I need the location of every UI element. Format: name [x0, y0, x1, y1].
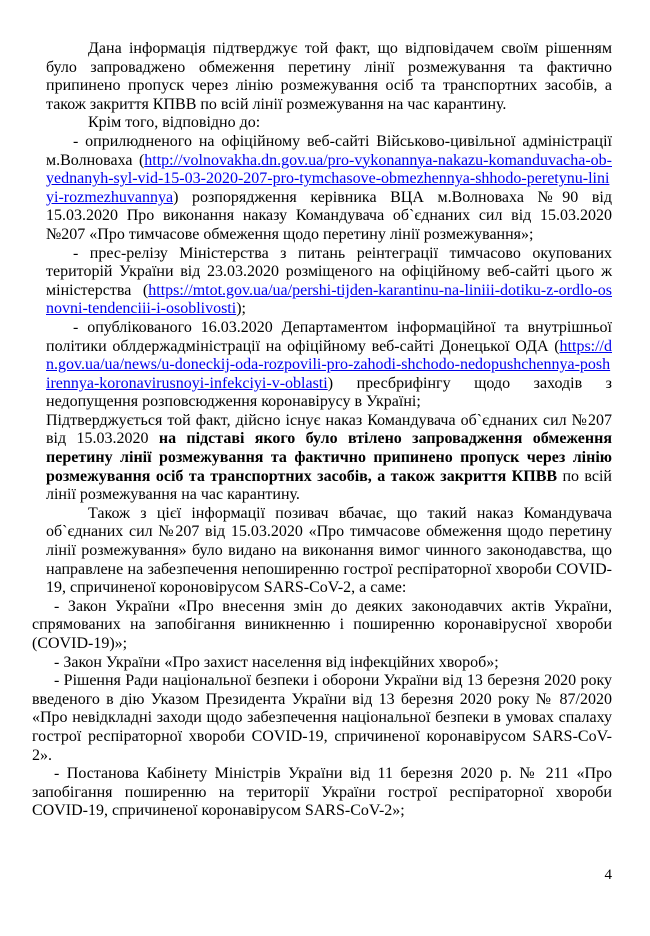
paragraph — [46, 133, 612, 245]
paragraph — [46, 245, 612, 319]
paragraph — [46, 412, 612, 505]
paragraph — [32, 765, 612, 821]
text-run: - Постанова Кабінету Міністрів України від 11 березня 2020 р. № 211 «Про запобігання поширенню на території України гострої респіраторної хвороби COVID-19, спричиненої коронавірусом SARS-CoV-2»; — [32, 765, 612, 820]
paragraph — [32, 598, 612, 654]
paragraph — [46, 319, 612, 412]
paragraph — [46, 40, 612, 114]
paragraph — [46, 114, 612, 133]
text-run: Підтверджується той факт, дійсно існує наказ Командувача об`єднаних сил №207 від 15.03.2020 — [46, 411, 612, 448]
paragraph — [32, 654, 612, 673]
hyperlink[interactable]: https://mtot.gov.ua/ua/pershi-tijden-karantinu-na-liniii-dotiku-z-ordlo-osnovni-tendenciii-i-osoblivosti — [46, 281, 612, 318]
text-run: ); — [236, 300, 246, 318]
bold-text-run: на підставі якого було втілено запровадження обмеження перетину лінії розмежування та фактично припинено пропуск через лінію розмежування осіб та транспортних засобів, а також закриття КПВВ — [46, 430, 613, 485]
text-run: Дана інформація підтверджує той факт, що відповідачем своїм рішенням було запроваджено обмеження перетину лінії розмежування та фактично припинено пропуск через лінію розмежування осіб та транспортних засобів, а також закриття КПВВ по всій лінії розмежування на час карантину. — [46, 40, 612, 113]
text-run: - Закон України «Про захист населення від інфекційних хвороб»; — [54, 653, 499, 671]
document-body — [32, 40, 613, 821]
page-number: 4 — [604, 867, 612, 883]
text-run: ) пресбрифінгу щодо заходів з недопущення розповсюдження коронавірусу в Україні; — [46, 374, 612, 411]
hyperlink[interactable]: http://volnovakha.dn.gov.ua/pro-vykonannya-nakazu-komanduvacha-ob-yednanyh-syl-vid-15-03-2020-207-pro-tymchasove-obmezhennya-shhodo-peretynu-liniyi-rozmezhuvannya — [46, 151, 612, 206]
text-run: - оприлюдненого на офіційному веб-сайті Військово-цивільної адміністрації м.Волноваха ( — [46, 132, 612, 169]
hyperlink[interactable]: https://dn.gov.ua/ua/news/u-doneckij-oda-rozpovili-pro-zahodi-shchodo-nedopushchennya-poshirennya-koronavirusnoyi-infekciyi-v-oblasti — [46, 337, 612, 392]
text-run: ) розпорядження керівника ВЦА м.Волноваха №90 від 15.03.2020 Про виконання наказу Командувача об`єднаних сил від 15.03.2020 №207 «Про тимчасове обмеження щодо перетину лінії розмежування»; — [46, 188, 612, 243]
paragraph — [46, 505, 612, 598]
text-run: по всій лінії розмежування на час карантину. — [46, 467, 612, 504]
text-run: - Закон України «Про внесення змін до деяких законодавчих актів України, спрямованих на запобігання виникненню і поширенню коронавірусної хвороби (COVID-19)»; — [32, 597, 612, 652]
paragraph — [32, 672, 612, 765]
text-run: Крім того, відповідно до: — [88, 114, 261, 132]
text-run: Також з цієї інформації позивач вбачає, що такий наказ Командувача об`єднаних сил №207 від 15.03.2020 «Про тимчасове обмеження щодо перетину лінії розмежування» було видано на виконання вимог чинного законодавства, що направлене на забезпечення непоширенню гострої респіраторної хвороби COVID-19, спричиненої короновірусом SARS-CoV-2, а саме: — [46, 504, 612, 597]
text-run: - прес-релізу Міністерства з питань реінтеграції тимчасово окупованих територій України від 23.03.2020 розміщеного на офіційному веб-сайті цього ж міністерства ( — [46, 244, 612, 299]
text-run: - опублікованого 16.03.2020 Департаментом інформаційної та внутрішньої політики облдержадміністрації на офіційному веб-сайті Донецької ОДА ( — [46, 318, 612, 355]
text-run: - Рішення Ради національної безпеки і оборони України від 13 березня 2020 року введеного в дію Указом Президента України від 13 березня 2020 року № 87/2020 «Про невідкладні заходи щодо забезпечення національної безпеки в умовах спалаху гострої респіраторної хвороби COVID-19, спричиненої коронавірусом SARS-CoV-2». — [32, 672, 612, 764]
